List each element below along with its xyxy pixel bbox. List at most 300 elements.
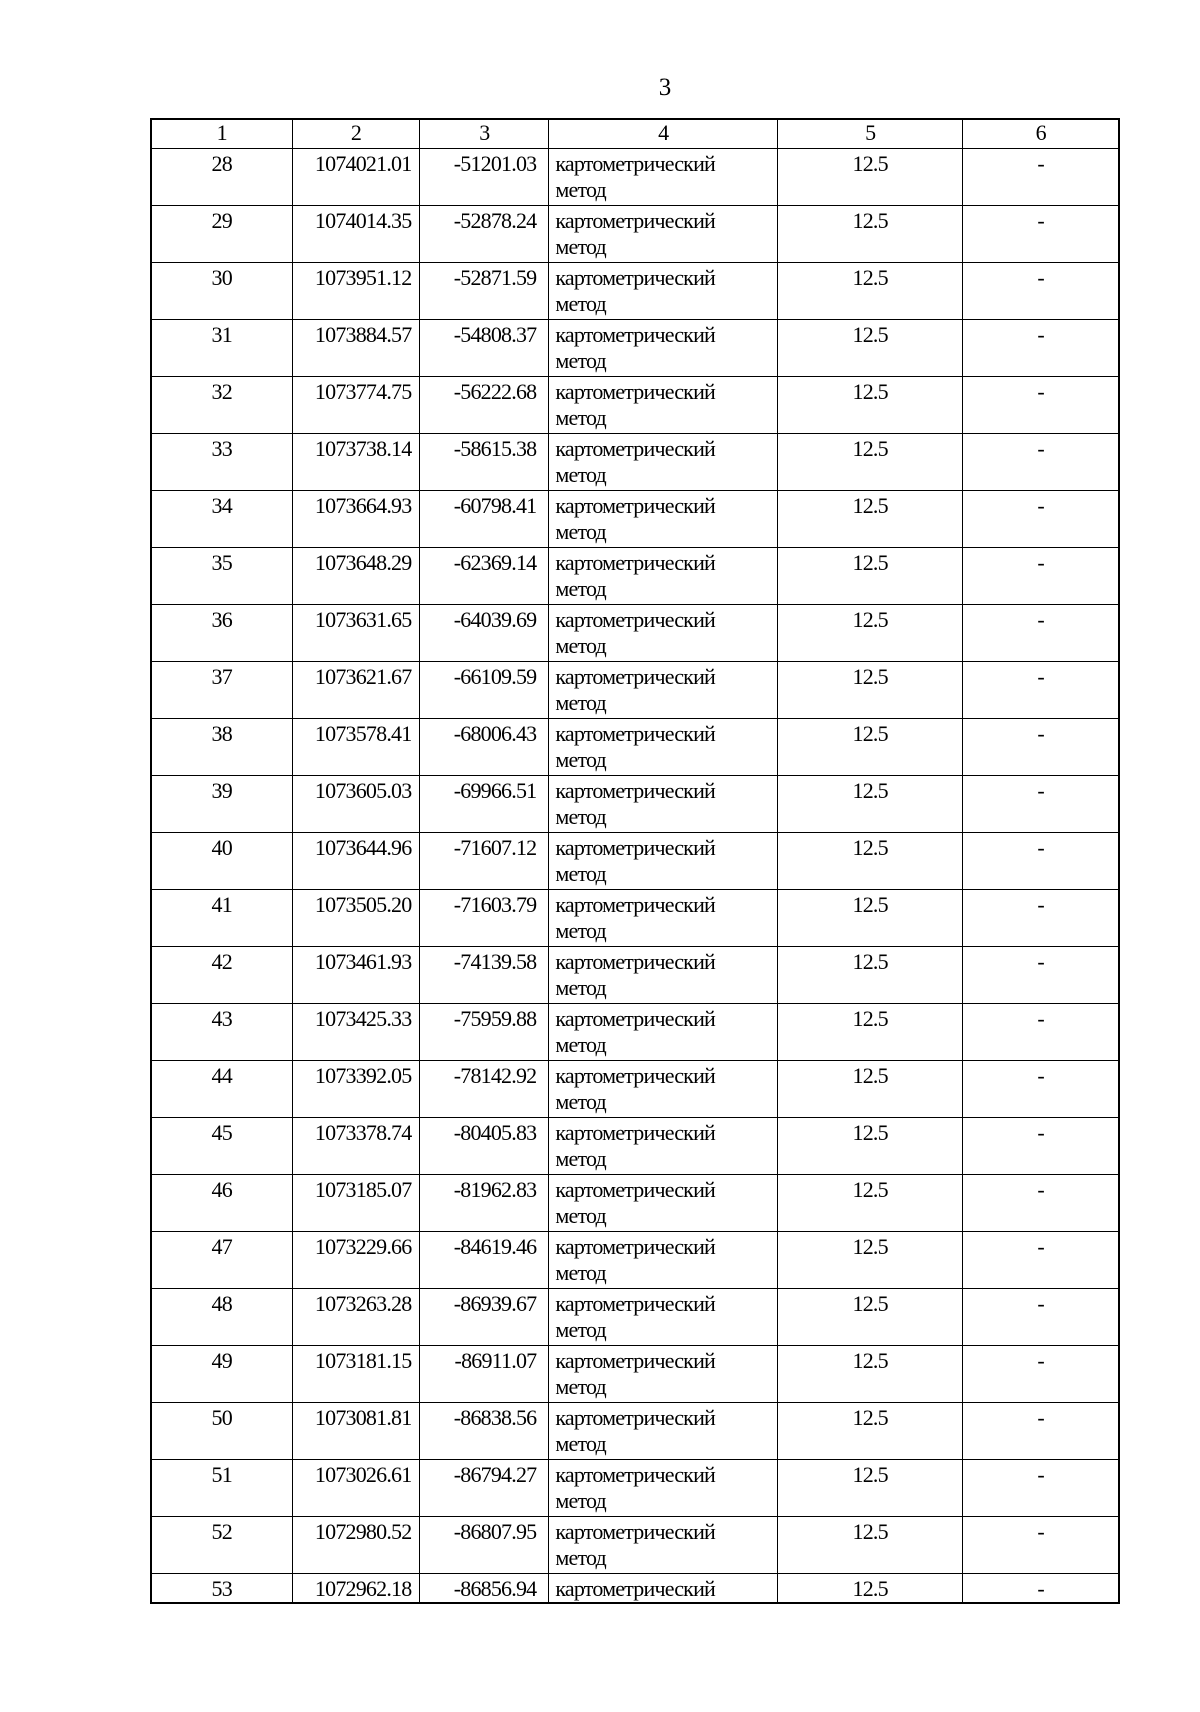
method-text-line2: метод: [555, 291, 606, 316]
point-number-cell: [151, 1460, 292, 1517]
method-cell: [549, 491, 778, 548]
x-coordinate-cell: [292, 1175, 420, 1232]
x-coordinate-text: 1073425.33: [314, 1006, 412, 1031]
x-coordinate-text: 1073081.81: [314, 1405, 412, 1430]
table-row: [151, 206, 1119, 263]
note-text: -: [1037, 208, 1044, 233]
x-coordinate-text: 1073392.05: [314, 1063, 412, 1088]
method-cell: [549, 1061, 778, 1118]
table-row: [151, 1175, 1119, 1232]
note-cell: [963, 776, 1119, 833]
method-text-line2: метод: [555, 1089, 606, 1114]
x-coordinate-text: 1073621.67: [314, 664, 412, 689]
method-text-line1: картометрический: [555, 1462, 716, 1487]
accuracy-cell: [778, 833, 963, 890]
accuracy-text: 12.5: [852, 892, 888, 917]
method-text-line1: картометрический: [555, 664, 716, 689]
y-coordinate-cell: [420, 1289, 549, 1346]
y-coordinate-cell: [420, 1004, 549, 1061]
accuracy-cell: [778, 1289, 963, 1346]
method-cell: [549, 662, 778, 719]
method-text-line2: метод: [555, 462, 606, 487]
y-coordinate-cell: [420, 206, 549, 263]
x-coordinate-cell: [292, 1004, 420, 1061]
point-number-text: 31: [211, 322, 232, 347]
note-cell: [963, 1289, 1119, 1346]
method-text-line1: картометрический: [555, 1576, 716, 1601]
method-text-line1: картометрический: [555, 1120, 716, 1145]
note-text: -: [1037, 949, 1044, 974]
x-coordinate-cell: [292, 719, 420, 776]
y-coordinate-cell: [420, 1232, 549, 1289]
x-coordinate-text: 1073578.41: [314, 721, 412, 746]
x-coordinate-text: 1073026.61: [314, 1462, 412, 1487]
y-coordinate-cell: [420, 548, 549, 605]
note-text: -: [1037, 379, 1044, 404]
x-coordinate-cell: [292, 890, 420, 947]
x-coordinate-cell: [292, 1232, 420, 1289]
note-text: -: [1037, 1063, 1044, 1088]
point-number-text: 33: [211, 436, 232, 461]
point-number-cell: [151, 1346, 292, 1403]
y-coordinate-text: -66109.59: [453, 664, 537, 689]
note-cell: [963, 1004, 1119, 1061]
method-text-line1: картометрический: [555, 436, 716, 461]
method-cell: [549, 1232, 778, 1289]
method-text-line2: метод: [555, 1488, 606, 1513]
point-number-cell: [151, 719, 292, 776]
y-coordinate-text: -84619.46: [453, 1234, 537, 1259]
method-text-line2: метод: [555, 1260, 606, 1285]
y-coordinate-text: -71607.12: [453, 835, 537, 860]
note-cell: [963, 1403, 1119, 1460]
x-coordinate-text: 1073229.66: [314, 1234, 412, 1259]
accuracy-text: 12.5: [852, 493, 888, 518]
point-number-cell: [151, 1118, 292, 1175]
method-cell: [549, 776, 778, 833]
note-cell: [963, 149, 1119, 206]
accuracy-cell: [778, 491, 963, 548]
x-coordinate-text: 1073378.74: [314, 1120, 412, 1145]
accuracy-text: 12.5: [852, 835, 888, 860]
x-coordinate-cell: [292, 491, 420, 548]
accuracy-cell: [778, 548, 963, 605]
y-coordinate-cell: [420, 1346, 549, 1403]
method-text-line2: метод: [555, 918, 606, 943]
accuracy-cell: [778, 1517, 963, 1574]
x-coordinate-cell: [292, 377, 420, 434]
method-cell: [549, 1403, 778, 1460]
point-number-text: 44: [211, 1063, 232, 1088]
y-coordinate-cell: [420, 1460, 549, 1517]
note-text: -: [1037, 151, 1044, 176]
point-number-cell: [151, 776, 292, 833]
method-text-line1: картометрический: [555, 151, 716, 176]
accuracy-cell: [778, 377, 963, 434]
accuracy-text: 12.5: [852, 208, 888, 233]
note-cell: [963, 1061, 1119, 1118]
note-cell: [963, 662, 1119, 719]
y-coordinate-cell: [420, 1061, 549, 1118]
accuracy-text: 12.5: [852, 1405, 888, 1430]
y-coordinate-cell: [420, 434, 549, 491]
method-cell: [549, 947, 778, 1004]
method-cell: [549, 890, 778, 947]
point-number-cell: [151, 263, 292, 320]
accuracy-text: 12.5: [852, 151, 888, 176]
y-coordinate-text: -52871.59: [453, 265, 537, 290]
method-cell: [549, 548, 778, 605]
x-coordinate-cell: [292, 947, 420, 1004]
x-coordinate-cell: [292, 206, 420, 263]
x-coordinate-cell: [292, 320, 420, 377]
method-text-line2: метод: [555, 975, 606, 1000]
y-coordinate-text: -51201.03: [453, 151, 537, 176]
point-number-text: 43: [211, 1006, 232, 1031]
x-coordinate-cell: [292, 776, 420, 833]
method-text-line1: картометрический: [555, 1291, 716, 1316]
x-coordinate-cell: [292, 1403, 420, 1460]
x-coordinate-text: 1073884.57: [314, 322, 412, 347]
method-text-line2: метод: [555, 861, 606, 886]
method-text-line1: картометрический: [555, 1006, 716, 1031]
y-coordinate-text: -86856.94: [453, 1576, 537, 1601]
header-col-2: 2: [292, 119, 420, 149]
header-col-3: 3: [420, 119, 549, 149]
accuracy-text: 12.5: [852, 778, 888, 803]
y-coordinate-cell: [420, 776, 549, 833]
method-cell: [549, 1118, 778, 1175]
accuracy-text: 12.5: [852, 322, 888, 347]
method-cell: [549, 377, 778, 434]
y-coordinate-text: -78142.92: [453, 1063, 537, 1088]
point-number-cell: [151, 149, 292, 206]
method-cell: [549, 434, 778, 491]
method-cell: [549, 833, 778, 890]
accuracy-cell: [778, 1346, 963, 1403]
method-text-line1: картометрический: [555, 1063, 716, 1088]
x-coordinate-cell: [292, 833, 420, 890]
accuracy-cell: [778, 434, 963, 491]
note-cell: [963, 434, 1119, 491]
x-coordinate-text: 1073605.03: [314, 778, 412, 803]
point-number-text: 40: [211, 835, 232, 860]
y-coordinate-cell: [420, 491, 549, 548]
y-coordinate-cell: [420, 890, 549, 947]
accuracy-cell: [778, 1118, 963, 1175]
table-row: [151, 1118, 1119, 1175]
y-coordinate-cell: [420, 662, 549, 719]
y-coordinate-text: -81962.83: [453, 1177, 537, 1202]
method-cell: [549, 605, 778, 662]
accuracy-cell: [778, 776, 963, 833]
note-cell: [963, 491, 1119, 548]
table-body: [151, 149, 1119, 1604]
point-number-text: 29: [211, 208, 232, 233]
point-number-text: 42: [211, 949, 232, 974]
accuracy-text: 12.5: [852, 1576, 888, 1601]
point-number-text: 34: [211, 493, 232, 518]
y-coordinate-cell: [420, 1118, 549, 1175]
method-cell: [549, 1517, 778, 1574]
note-cell: [963, 1517, 1119, 1574]
x-coordinate-cell: [292, 434, 420, 491]
accuracy-cell: [778, 719, 963, 776]
method-text-line2: метод: [555, 1032, 606, 1057]
y-coordinate-text: -86838.56: [453, 1405, 537, 1430]
note-cell: [963, 263, 1119, 320]
note-cell: [963, 1574, 1119, 1604]
x-coordinate-text: 1073774.75: [314, 379, 412, 404]
table-row: [151, 1232, 1119, 1289]
y-coordinate-text: -62369.14: [453, 550, 537, 575]
y-coordinate-text: -71603.79: [453, 892, 537, 917]
table-row: [151, 890, 1119, 947]
method-text-line2: метод: [555, 576, 606, 601]
note-text: -: [1037, 664, 1044, 689]
x-coordinate-cell: [292, 662, 420, 719]
point-number-text: 45: [211, 1120, 232, 1145]
accuracy-text: 12.5: [852, 721, 888, 746]
y-coordinate-cell: [420, 1175, 549, 1232]
x-coordinate-text: 1073738.14: [314, 436, 412, 461]
point-number-cell: [151, 548, 292, 605]
y-coordinate-cell: [420, 719, 549, 776]
header-col-1: 1: [151, 119, 292, 149]
accuracy-cell: [778, 1175, 963, 1232]
method-text-line2: метод: [555, 633, 606, 658]
accuracy-text: 12.5: [852, 1120, 888, 1145]
accuracy-text: 12.5: [852, 1291, 888, 1316]
method-text-line2: метод: [555, 519, 606, 544]
method-text-line1: картометрический: [555, 1519, 716, 1544]
note-cell: [963, 833, 1119, 890]
method-text-line1: картометрический: [555, 949, 716, 974]
method-text-line1: картометрический: [555, 835, 716, 860]
table-row: [151, 776, 1119, 833]
y-coordinate-text: -86911.07: [454, 1348, 537, 1373]
x-coordinate-text: 1073664.93: [314, 493, 412, 518]
y-coordinate-text: -60798.41: [453, 493, 537, 518]
y-coordinate-cell: [420, 833, 549, 890]
accuracy-text: 12.5: [852, 1462, 888, 1487]
note-cell: [963, 377, 1119, 434]
method-cell: [549, 206, 778, 263]
note-cell: [963, 320, 1119, 377]
y-coordinate-cell: [420, 947, 549, 1004]
method-cell: [549, 1004, 778, 1061]
x-coordinate-text: 1072962.18: [314, 1576, 412, 1601]
note-cell: [963, 719, 1119, 776]
point-number-text: 37: [211, 664, 232, 689]
point-number-cell: [151, 1289, 292, 1346]
point-number-text: 53: [211, 1576, 232, 1601]
method-text-line2: метод: [555, 690, 606, 715]
method-text-line2: метод: [555, 405, 606, 430]
accuracy-text: 12.5: [852, 1348, 888, 1373]
note-text: -: [1037, 322, 1044, 347]
note-text: -: [1037, 1348, 1044, 1373]
accuracy-text: 12.5: [852, 436, 888, 461]
accuracy-cell: [778, 1232, 963, 1289]
table-row: [151, 1061, 1119, 1118]
y-coordinate-cell: [420, 1403, 549, 1460]
note-text: -: [1037, 1120, 1044, 1145]
y-coordinate-text: -75959.88: [453, 1006, 537, 1031]
x-coordinate-cell: [292, 1346, 420, 1403]
accuracy-text: 12.5: [852, 1006, 888, 1031]
table-row: [151, 491, 1119, 548]
accuracy-cell: [778, 662, 963, 719]
method-text-line2: метод: [555, 1374, 606, 1399]
y-coordinate-cell: [420, 377, 549, 434]
point-number-cell: [151, 662, 292, 719]
table-row: [151, 1460, 1119, 1517]
x-coordinate-text: 1073461.93: [314, 949, 412, 974]
y-coordinate-text: -54808.37: [453, 322, 537, 347]
method-cell: [549, 1175, 778, 1232]
y-coordinate-cell: [420, 1517, 549, 1574]
note-cell: [963, 605, 1119, 662]
table-row: [151, 548, 1119, 605]
point-number-text: 49: [211, 1348, 232, 1373]
y-coordinate-text: -56222.68: [453, 379, 537, 404]
method-text-line1: картометрический: [555, 493, 716, 518]
accuracy-text: 12.5: [852, 1063, 888, 1088]
accuracy-text: 12.5: [852, 550, 888, 575]
point-number-cell: [151, 206, 292, 263]
accuracy-cell: [778, 1004, 963, 1061]
method-text-line2: метод: [555, 177, 606, 202]
method-cell: [549, 149, 778, 206]
accuracy-cell: [778, 149, 963, 206]
y-coordinate-text: -86939.67: [453, 1291, 537, 1316]
note-text: -: [1037, 1462, 1044, 1487]
note-text: -: [1037, 1177, 1044, 1202]
x-coordinate-text: 1074021.01: [314, 151, 412, 176]
point-number-text: 52: [211, 1519, 232, 1544]
x-coordinate-cell: [292, 1061, 420, 1118]
point-number-cell: [151, 1403, 292, 1460]
point-number-cell: [151, 377, 292, 434]
accuracy-text: 12.5: [852, 664, 888, 689]
table-row: [151, 662, 1119, 719]
note-text: -: [1037, 1234, 1044, 1259]
table-row: [151, 263, 1119, 320]
note-text: -: [1037, 778, 1044, 803]
method-text-line2: метод: [555, 747, 606, 772]
point-number-cell: [151, 833, 292, 890]
table-row: [151, 719, 1119, 776]
page-number: 3: [658, 74, 672, 101]
x-coordinate-cell: [292, 149, 420, 206]
method-text-line1: картометрический: [555, 265, 716, 290]
accuracy-cell: [778, 263, 963, 320]
y-coordinate-cell: [420, 149, 549, 206]
accuracy-cell: [778, 320, 963, 377]
x-coordinate-text: 1073185.07: [314, 1177, 412, 1202]
method-text-line1: картометрический: [555, 607, 716, 632]
table-row: [151, 1004, 1119, 1061]
accuracy-cell: [778, 890, 963, 947]
method-cell: [549, 719, 778, 776]
point-number-text: 39: [211, 778, 232, 803]
accuracy-text: 12.5: [852, 1519, 888, 1544]
method-text-line1: картометрический: [555, 1234, 716, 1259]
table-header-row: [151, 119, 1119, 149]
x-coordinate-text: 1073648.29: [314, 550, 412, 575]
x-coordinate-text: 1073631.65: [314, 607, 412, 632]
point-number-text: 35: [211, 550, 232, 575]
table-row: [151, 434, 1119, 491]
x-coordinate-text: 1073181.15: [314, 1348, 412, 1373]
method-text-line1: картометрический: [555, 721, 716, 746]
point-number-cell: [151, 1061, 292, 1118]
note-cell: [963, 1460, 1119, 1517]
point-number-text: 46: [211, 1177, 232, 1202]
method-text-line2: метод: [555, 348, 606, 373]
note-cell: [963, 206, 1119, 263]
method-text-line2: метод: [555, 804, 606, 829]
point-number-text: 50: [211, 1405, 232, 1430]
note-text: -: [1037, 265, 1044, 290]
note-text: -: [1037, 1576, 1044, 1601]
note-text: -: [1037, 493, 1044, 518]
method-text-line1: картометрический: [555, 1348, 716, 1373]
point-number-cell: [151, 491, 292, 548]
point-number-cell: [151, 890, 292, 947]
table-row: [151, 1346, 1119, 1403]
point-number-text: 36: [211, 607, 232, 632]
table-row: [151, 833, 1119, 890]
x-coordinate-cell: [292, 548, 420, 605]
method-text-line2: метод: [555, 234, 606, 259]
accuracy-cell: [778, 1574, 963, 1604]
point-number-text: 28: [211, 151, 232, 176]
method-text-line1: картометрический: [555, 208, 716, 233]
x-coordinate-cell: [292, 1118, 420, 1175]
point-number-text: 51: [211, 1462, 232, 1487]
method-text-line1: картометрический: [555, 1405, 716, 1430]
x-coordinate-cell: [292, 1517, 420, 1574]
point-number-cell: [151, 1004, 292, 1061]
table-row: [151, 149, 1119, 206]
table-row: [151, 320, 1119, 377]
accuracy-text: 12.5: [852, 1177, 888, 1202]
point-number-cell: [151, 1574, 292, 1604]
accuracy-cell: [778, 1403, 963, 1460]
table-row: [151, 1574, 1119, 1604]
note-text: -: [1037, 607, 1044, 632]
method-text-line2: метод: [555, 1431, 606, 1456]
y-coordinate-text: -58615.38: [453, 436, 537, 461]
note-text: -: [1037, 1006, 1044, 1031]
accuracy-cell: [778, 1061, 963, 1118]
x-coordinate-cell: [292, 1574, 420, 1604]
point-number-cell: [151, 605, 292, 662]
note-text: -: [1037, 721, 1044, 746]
y-coordinate-cell: [420, 605, 549, 662]
method-text-line2: метод: [555, 1146, 606, 1171]
note-text: -: [1037, 1291, 1044, 1316]
y-coordinate-text: -86807.95: [453, 1519, 537, 1544]
method-cell: [549, 1346, 778, 1403]
point-number-cell: [151, 1232, 292, 1289]
note-cell: [963, 1346, 1119, 1403]
y-coordinate-text: -74139.58: [453, 949, 537, 974]
note-cell: [963, 1118, 1119, 1175]
point-number-text: 47: [211, 1234, 232, 1259]
